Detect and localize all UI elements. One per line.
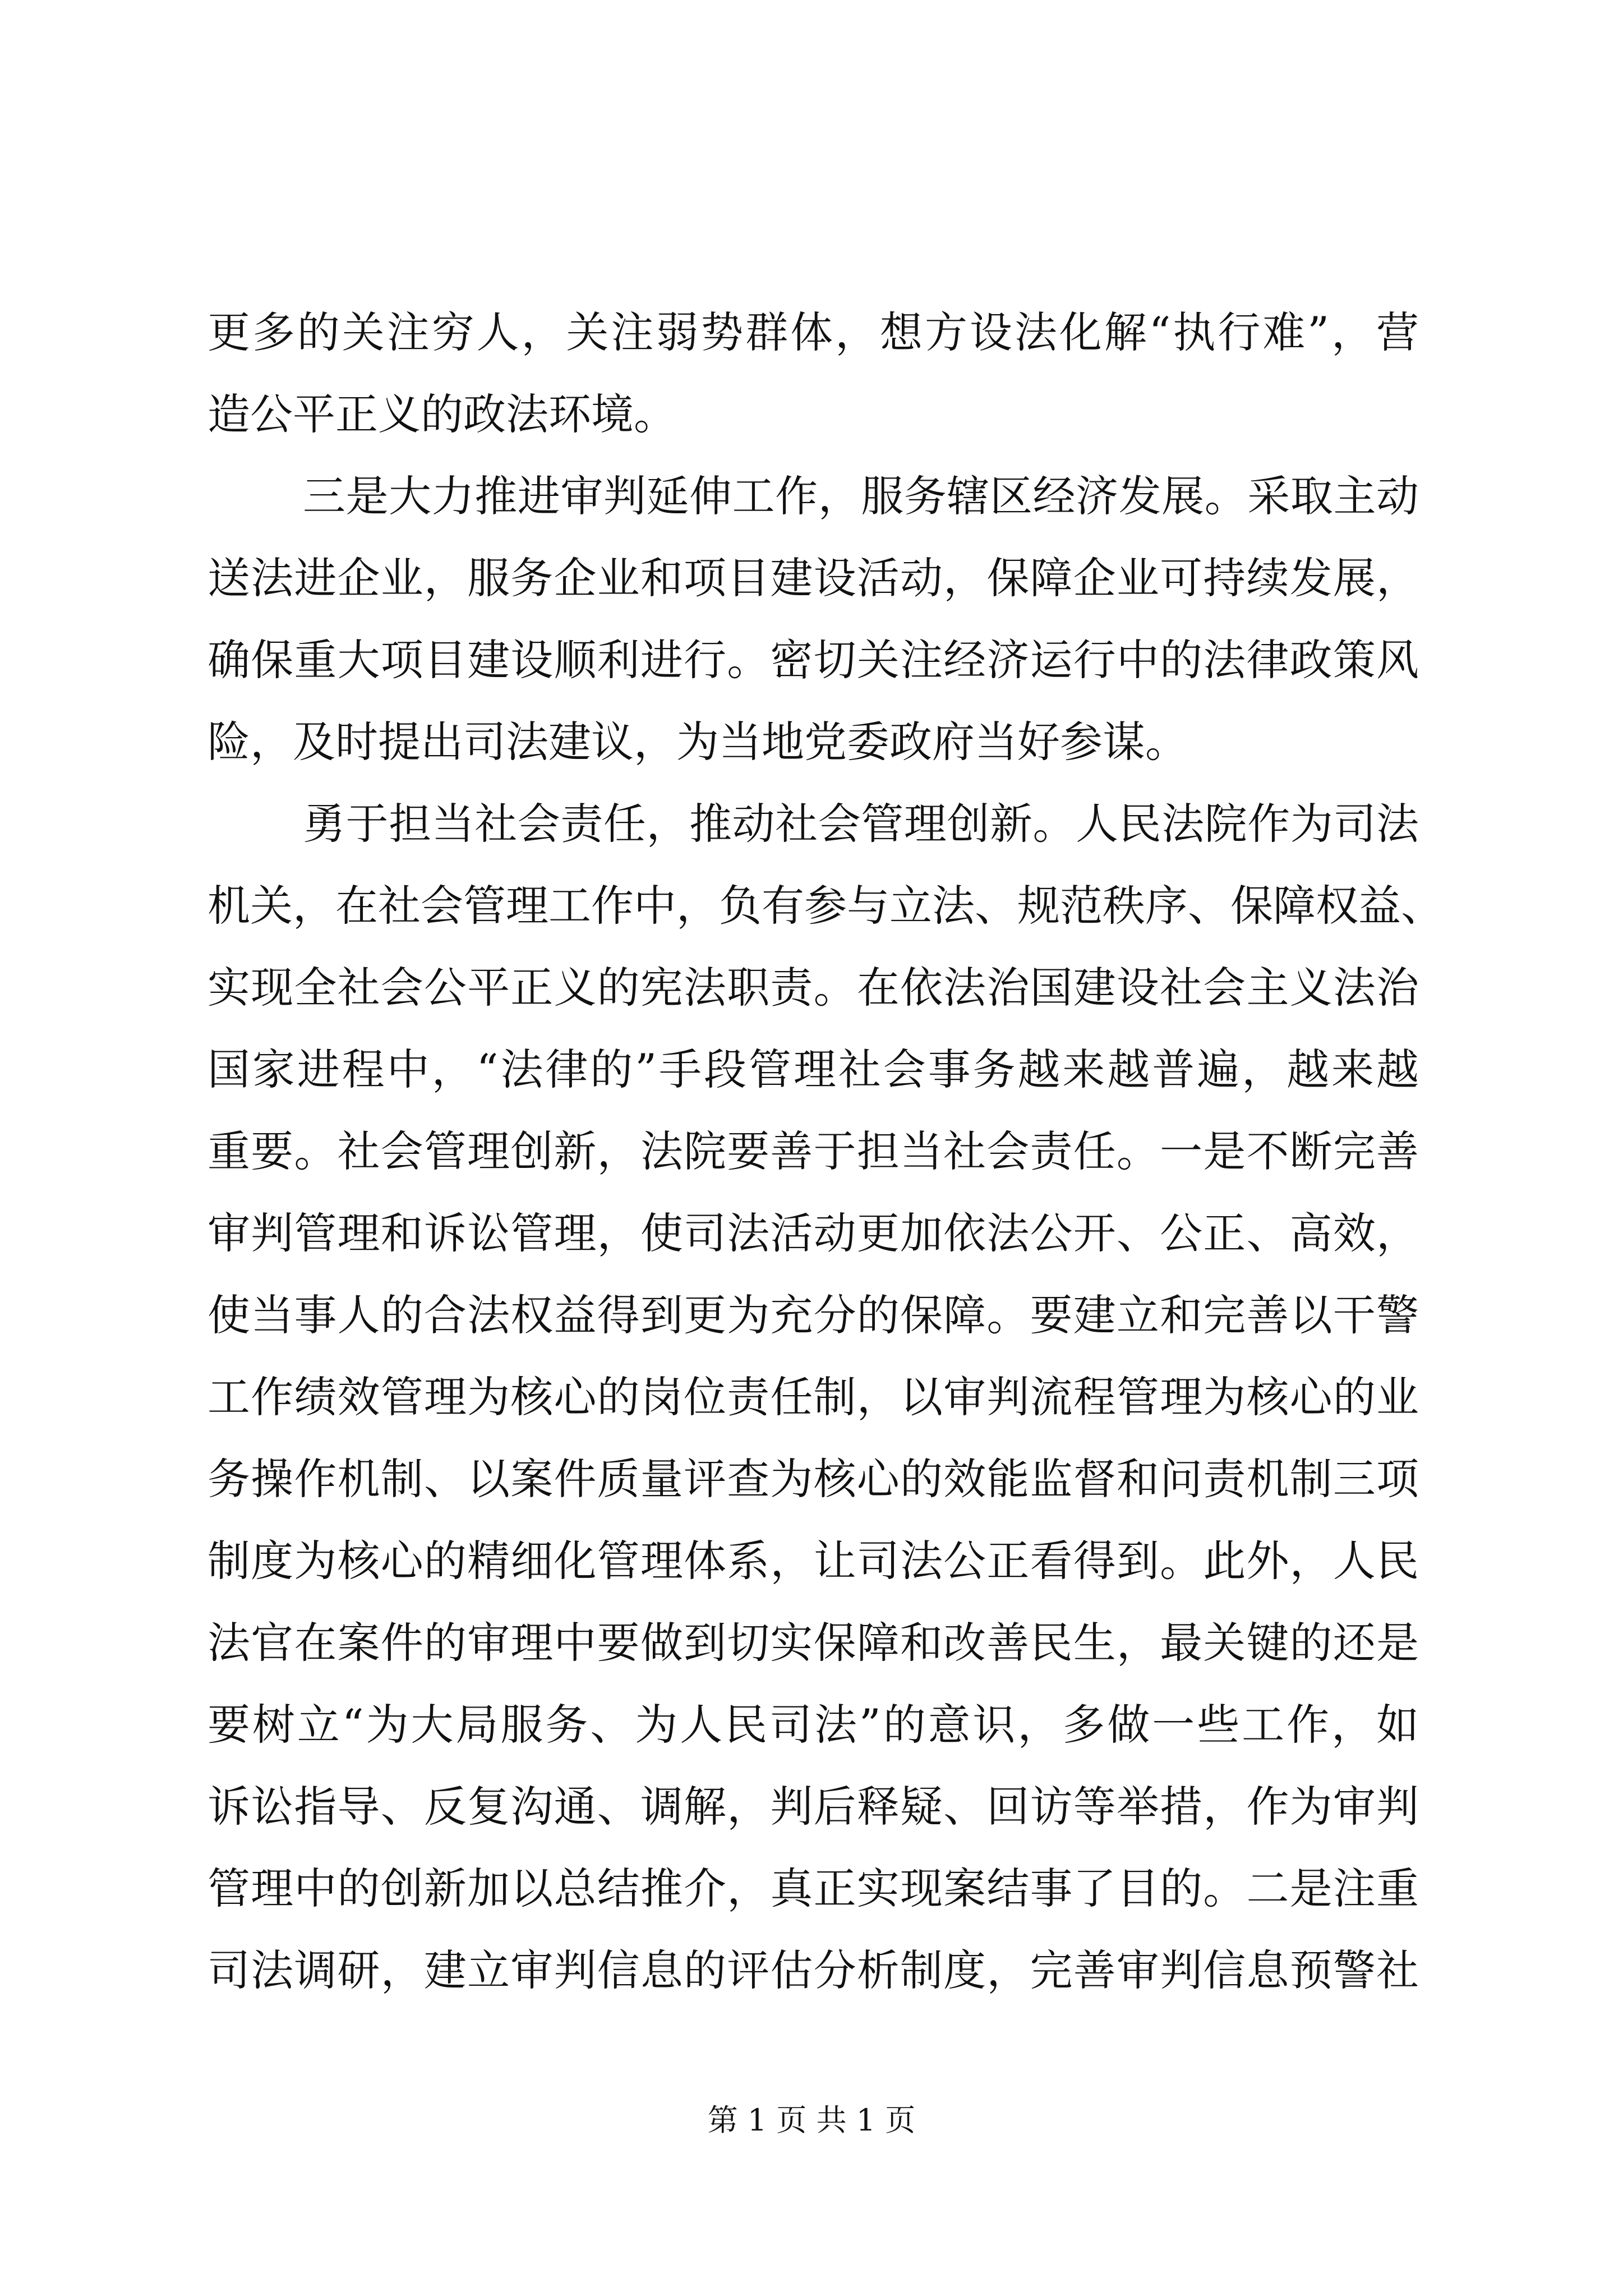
text-line: 送法进企业，服务企业和项目建设活动，保障企业可持续发展， — [208, 553, 1419, 603]
text-line: 审判管理和诉讼管理，使司法活动更加依法公开、公正、高效， — [208, 1208, 1419, 1258]
text-line: 勇于担当社会责任，推动社会管理创新。人民法院作为司法 — [303, 799, 1419, 849]
page-footer: 第 1 页 共 1 页 — [707, 2102, 916, 2138]
text-line: 诉讼指导、反复沟通、调解，判后释疑、回访等举措，作为审判 — [208, 1782, 1419, 1832]
text-line: 管理中的创新加以总结推介，真正实现案结事了目的。二是注重 — [208, 1864, 1419, 1913]
text-line: 法官在案件的审理中要做到切实保障和改善民生，最关键的还是 — [208, 1618, 1419, 1668]
text-line: 实现全社会公平正义的宪法职责。在依法治国建设社会主义法治 — [208, 963, 1419, 1013]
text-line: 务操作机制、以案件质量评查为核心的效能监督和问责机制三项 — [208, 1454, 1419, 1504]
text-line: 确保重大项目建设顺利进行。密切关注经济运行中的法律政策风 — [208, 635, 1419, 685]
text-line: 要树立“为大局服务、为人民司法”的意识，多做一些工作，如 — [208, 1700, 1419, 1750]
text-line: 重要。社会管理创新，法院要善于担当社会责任。一是不断完善 — [208, 1126, 1419, 1176]
text-line: 机关，在社会管理工作中，负有参与立法、规范秩序、保障权益、 — [208, 881, 1444, 931]
text-line: 更多的关注穷人，关注弱势群体，想方设法化解“执行难”，营 — [208, 307, 1419, 357]
text-line: 国家进程中，“法律的”手段管理社会事务越来越普遍，越来越 — [208, 1045, 1419, 1094]
text-line: 造公平正义的政法环境。 — [208, 389, 676, 439]
text-line: 险，及时提出司法建议，为当地党委政府当好参谋。 — [208, 717, 1188, 767]
text-line: 三是大力推进审判延伸工作，服务辖区经济发展。采取主动 — [303, 471, 1419, 521]
text-line: 工作绩效管理为核心的岗位责任制，以审判流程管理为核心的业 — [208, 1372, 1419, 1422]
text-line: 使当事人的合法权益得到更为充分的保障。要建立和完善以干警 — [208, 1290, 1419, 1340]
text-line: 制度为核心的精细化管理体系，让司法公正看得到。此外，人民 — [208, 1536, 1419, 1586]
text-line: 司法调研，建立审判信息的评估分析制度，完善审判信息预警社 — [208, 1945, 1419, 1995]
document-body — [208, 292, 1444, 2012]
